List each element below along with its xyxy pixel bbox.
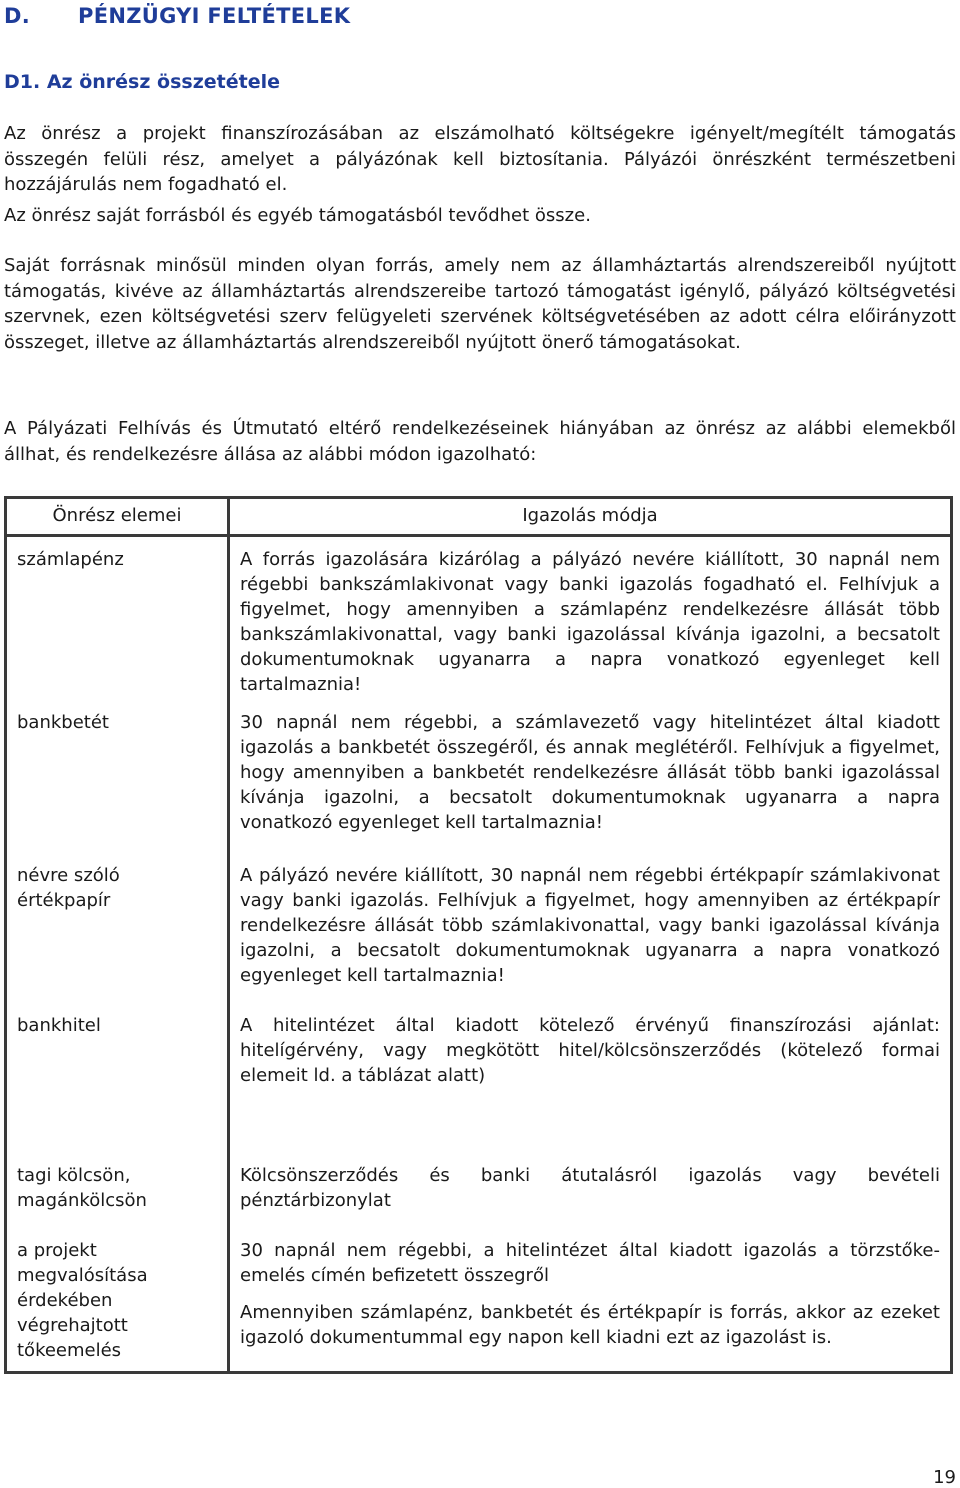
- own-contribution-table: [4, 496, 953, 1374]
- proof-cell: A forrás igazolására kizárólag a pályázó nevére kiállított, 30 napnál nem régebbi bankszámlakivonat vagy banki igazolás fogadható el. Felhívjuk a figyelmet, hogy amennyiben a számlapénz rendelkezésre állását több bankszámlakivonattal, vagy banki igazolással kívánja igazolni, a becsatolt dokumentumoknak ugyanarra a napra vonatkozó egyenleget kell tartalmaznia!: [240, 549, 940, 695]
- element-cell: bankbetét: [6, 706, 229, 859]
- section-heading: [4, 4, 350, 28]
- proof-cell: A hitelintézet által kiadott kötelező érvényű finanszírozási ajánlat: hitelígérvény, vagy megkötött hitel/kölcsönszerződés (kötelező formai elemeit ld. a táblázat alatt): [240, 1015, 940, 1086]
- table-row: [6, 1159, 952, 1234]
- page-number: 19: [933, 1467, 956, 1488]
- element-cell: névre szóló értékpapír: [6, 859, 229, 1009]
- section-letter: D.: [4, 4, 31, 28]
- element-cell: a projekt megvalósítása érdekében végrehajtott tőkeemelés: [6, 1234, 229, 1373]
- column-header-proof: Igazolás módja: [229, 498, 952, 536]
- proof-text: 30 napnál nem régebbi, a hitelintézet által kiadott igazolás a törzstőke-emelés címén befizetett összegről: [240, 1240, 940, 1286]
- table-row: [6, 536, 952, 707]
- table-row: [6, 859, 952, 1009]
- proof-cell: [229, 1234, 952, 1373]
- proof-cell: Kölcsönszerződés és banki átutalásról igazolás vagy bevételi pénztárbizonylat: [240, 1165, 940, 1211]
- column-header-elements: Önrész elemei: [6, 498, 229, 536]
- paragraph-own-source: Saját forrásnak minősül minden olyan forrás, amely nem az államháztartás alrendszereiből nyújtott támogatás, kivéve az államháztartás alrendszereibe tartozó támogatást igénylő, pályázó költségvetési szervnek, ezen költségvetési szerv felügyeleti szervének költségvetésében az adott célra előirányzott összeget, illetve az államháztartás alrendszereiből nyújtott önerő támogatásokat.: [4, 255, 956, 353]
- element-cell: számlapénz: [6, 536, 229, 707]
- paragraph-definition: Az önrész a projekt finanszírozásában az elszámolható költségekre igényelt/megítélt támogatás összegén felüli rész, amelyet a pályázónak kell biztosítania. Pályázói önrészként természetbeni hozzájárulás nem fogadható el.: [4, 123, 956, 195]
- element-cell: bankhitel: [6, 1009, 229, 1159]
- proof-cell: A pályázó nevére kiállított, 30 napnál nem régebbi értékpapír számlakivonat vagy banki igazolás. Felhívjuk a figyelmet, hogy amennyiben az értékpapír rendelkezésre állását több számlakivonattal, vagy banki igazolással kívánja igazolni, a becsatolt dokumentumoknak ugyanarra a napra vonatkozó egyenleget kell tartalmaznia!: [240, 865, 940, 986]
- paragraph-composition: Az önrész saját forrásból és egyéb támogatásból tevődhet össze.: [4, 205, 591, 226]
- element-cell: tagi kölcsön, magánkölcsön: [6, 1159, 229, 1234]
- table-header-row: [6, 498, 952, 536]
- paragraph-table-intro: A Pályázati Felhívás és Útmutató eltérő rendelkezéseinek hiányában az önrész az alábbi elemekből állhat, és rendelkezésre állása az alábbi módon igazolható:: [4, 418, 956, 465]
- table-row: [6, 1009, 952, 1159]
- subsection-heading: D1. Az önrész összetétele: [4, 71, 280, 93]
- table-row: [6, 1234, 952, 1373]
- section-title: PÉNZÜGYI FELTÉTELEK: [78, 4, 351, 28]
- table-row: [6, 706, 952, 859]
- proof-note: Amennyiben számlapénz, bankbetét és értékpapír is forrás, akkor az ezeket igazoló dokumentummal egy napon kell kiadni ezt az igazolást is.: [240, 1302, 940, 1348]
- proof-cell: 30 napnál nem régebbi, a számlavezető vagy hitelintézet által kiadott igazolás a bankbetét összegéről, és annak meglétéről. Felhívjuk a figyelmet, hogy amennyiben a bankbetét rendelkezésre állását több banki igazolással kívánja igazolni, a becsatolt dokumentumoknak ugyanarra a napra vonatkozó egyenleget kell tartalmaznia!: [240, 712, 940, 833]
